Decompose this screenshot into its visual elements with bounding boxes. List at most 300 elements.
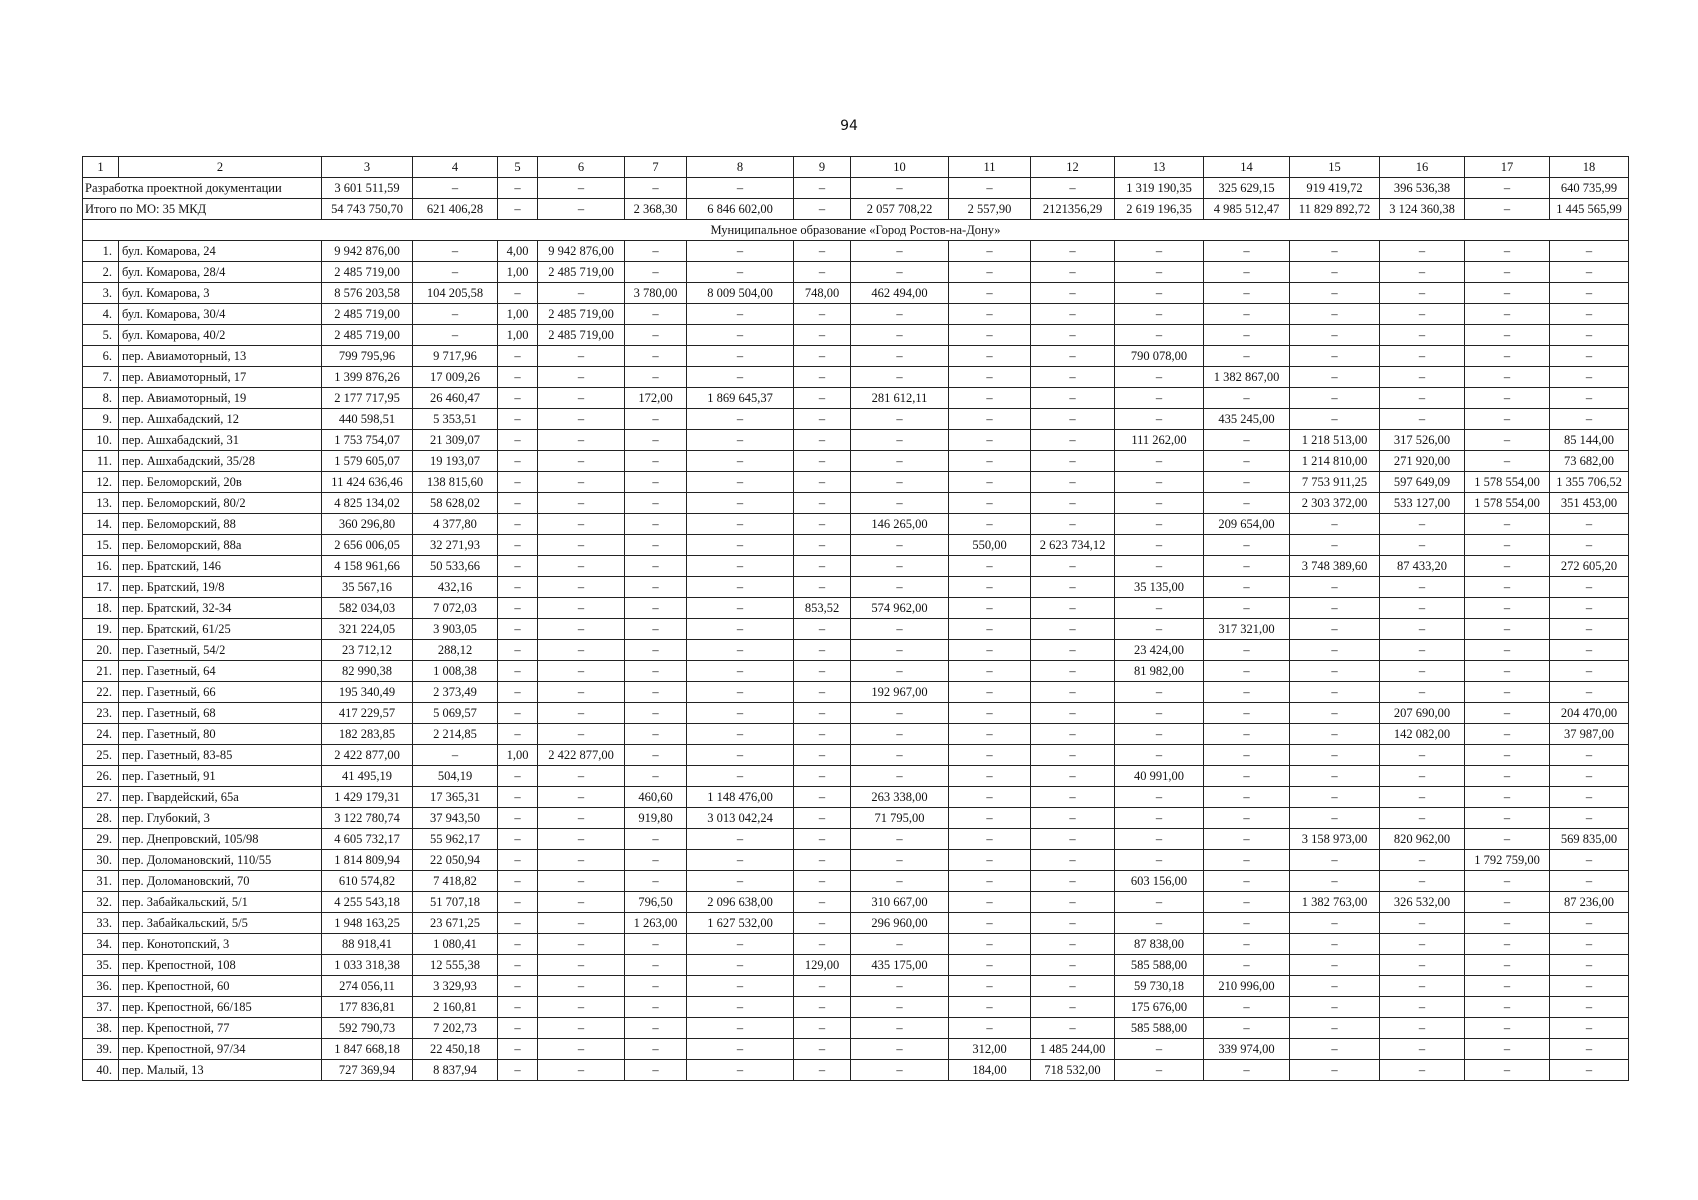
building-address: пер. Братский, 32-34 bbox=[119, 598, 322, 619]
column-number-cell: 11 bbox=[949, 157, 1031, 178]
value-cell: 727 369,94 bbox=[322, 1060, 413, 1081]
table-row bbox=[83, 829, 1629, 850]
value-cell: – bbox=[687, 682, 794, 703]
value-cell: – bbox=[625, 934, 687, 955]
summary-value-cell: 2121356,29 bbox=[1031, 199, 1115, 220]
value-cell: – bbox=[1204, 745, 1290, 766]
value-cell: – bbox=[794, 1039, 851, 1060]
value-cell: – bbox=[1550, 661, 1629, 682]
value-cell: – bbox=[538, 997, 625, 1018]
value-cell: – bbox=[625, 829, 687, 850]
building-address: пер. Доломановский, 110/55 bbox=[119, 850, 322, 871]
value-cell: – bbox=[949, 367, 1031, 388]
row-number: 3. bbox=[83, 283, 119, 304]
value-cell: – bbox=[625, 703, 687, 724]
building-address: пер. Доломановский, 70 bbox=[119, 871, 322, 892]
building-address: пер. Газетный, 54/2 bbox=[119, 640, 322, 661]
value-cell: – bbox=[687, 745, 794, 766]
value-cell: – bbox=[625, 556, 687, 577]
value-cell: – bbox=[1465, 304, 1550, 325]
value-cell: – bbox=[1380, 367, 1465, 388]
value-cell: – bbox=[1380, 1039, 1465, 1060]
summary-value-cell: 919 419,72 bbox=[1290, 178, 1380, 199]
value-cell: – bbox=[687, 997, 794, 1018]
value-cell: – bbox=[538, 871, 625, 892]
building-address: пер. Газетный, 68 bbox=[119, 703, 322, 724]
table-row bbox=[83, 577, 1629, 598]
value-cell: – bbox=[687, 514, 794, 535]
value-cell: – bbox=[538, 913, 625, 934]
value-cell: 432,16 bbox=[413, 577, 498, 598]
value-cell: – bbox=[538, 829, 625, 850]
value-cell: – bbox=[949, 493, 1031, 514]
summary-value-cell: – bbox=[625, 178, 687, 199]
value-cell: 790 078,00 bbox=[1115, 346, 1204, 367]
section-title: Муниципальное образование «Город Ростов-на-Дону» bbox=[83, 220, 1629, 241]
value-cell: 718 532,00 bbox=[1031, 1060, 1115, 1081]
row-number: 25. bbox=[83, 745, 119, 766]
value-cell: – bbox=[538, 850, 625, 871]
table-row bbox=[83, 871, 1629, 892]
value-cell: – bbox=[1031, 787, 1115, 808]
row-number: 11. bbox=[83, 451, 119, 472]
value-cell: – bbox=[1115, 493, 1204, 514]
value-cell: 87 838,00 bbox=[1115, 934, 1204, 955]
value-cell: 3 780,00 bbox=[625, 283, 687, 304]
section-header-row bbox=[83, 220, 1629, 241]
value-cell: – bbox=[1031, 724, 1115, 745]
value-cell: – bbox=[1115, 892, 1204, 913]
building-address: пер. Крепостной, 77 bbox=[119, 1018, 322, 1039]
value-cell: – bbox=[1290, 577, 1380, 598]
table-row bbox=[83, 451, 1629, 472]
value-cell: 796,50 bbox=[625, 892, 687, 913]
value-cell: 4 255 543,18 bbox=[322, 892, 413, 913]
row-number: 9. bbox=[83, 409, 119, 430]
value-cell: – bbox=[687, 262, 794, 283]
value-cell: – bbox=[625, 1060, 687, 1081]
value-cell: – bbox=[687, 577, 794, 598]
value-cell: – bbox=[1380, 808, 1465, 829]
value-cell: – bbox=[949, 451, 1031, 472]
value-cell: – bbox=[1115, 241, 1204, 262]
column-number-cell: 16 bbox=[1380, 157, 1465, 178]
value-cell: – bbox=[1290, 598, 1380, 619]
value-cell: – bbox=[687, 367, 794, 388]
value-cell: – bbox=[794, 619, 851, 640]
value-cell: – bbox=[1550, 1018, 1629, 1039]
value-cell: – bbox=[1204, 325, 1290, 346]
building-address: пер. Беломорский, 88 bbox=[119, 514, 322, 535]
value-cell: – bbox=[851, 745, 949, 766]
value-cell: 1 355 706,52 bbox=[1550, 472, 1629, 493]
value-cell: – bbox=[1290, 283, 1380, 304]
value-cell: – bbox=[498, 1060, 538, 1081]
value-cell: – bbox=[625, 871, 687, 892]
value-cell: – bbox=[1031, 346, 1115, 367]
value-cell: – bbox=[625, 682, 687, 703]
value-cell: – bbox=[949, 304, 1031, 325]
value-cell: – bbox=[1465, 346, 1550, 367]
value-cell: 3 903,05 bbox=[413, 619, 498, 640]
value-cell: 2 177 717,95 bbox=[322, 388, 413, 409]
value-cell: 748,00 bbox=[794, 283, 851, 304]
value-cell: 2 422 877,00 bbox=[322, 745, 413, 766]
value-cell: – bbox=[949, 808, 1031, 829]
building-address: пер. Конотопский, 3 bbox=[119, 934, 322, 955]
value-cell: 2 656 006,05 bbox=[322, 535, 413, 556]
column-number-cell: 13 bbox=[1115, 157, 1204, 178]
value-cell: 4 605 732,17 bbox=[322, 829, 413, 850]
value-cell: 17 009,26 bbox=[413, 367, 498, 388]
value-cell: – bbox=[1465, 1018, 1550, 1039]
row-number: 20. bbox=[83, 640, 119, 661]
table-row bbox=[83, 388, 1629, 409]
value-cell: 462 494,00 bbox=[851, 283, 949, 304]
value-cell: 2 160,81 bbox=[413, 997, 498, 1018]
summary-value-cell: 2 557,90 bbox=[949, 199, 1031, 220]
value-cell: – bbox=[1204, 346, 1290, 367]
value-cell: 4 377,80 bbox=[413, 514, 498, 535]
value-cell: – bbox=[794, 241, 851, 262]
value-cell: – bbox=[1290, 871, 1380, 892]
value-cell: 2 485 719,00 bbox=[322, 304, 413, 325]
value-cell: – bbox=[1031, 619, 1115, 640]
value-cell: – bbox=[498, 514, 538, 535]
value-cell: 2 485 719,00 bbox=[322, 325, 413, 346]
value-cell: – bbox=[1380, 346, 1465, 367]
value-cell: 360 296,80 bbox=[322, 514, 413, 535]
value-cell: – bbox=[851, 472, 949, 493]
value-cell: – bbox=[1465, 367, 1550, 388]
table-row bbox=[83, 535, 1629, 556]
value-cell: – bbox=[498, 955, 538, 976]
value-cell: – bbox=[687, 409, 794, 430]
value-cell: – bbox=[794, 829, 851, 850]
value-cell: 585 588,00 bbox=[1115, 955, 1204, 976]
value-cell: – bbox=[794, 787, 851, 808]
building-address: бул. Комарова, 3 bbox=[119, 283, 322, 304]
value-cell: 88 918,41 bbox=[322, 934, 413, 955]
value-cell: – bbox=[1550, 283, 1629, 304]
value-cell: – bbox=[1380, 577, 1465, 598]
value-cell: – bbox=[949, 1018, 1031, 1039]
value-cell: – bbox=[794, 703, 851, 724]
capital-repair-table bbox=[82, 156, 1629, 1081]
value-cell: – bbox=[851, 829, 949, 850]
value-cell: – bbox=[1031, 388, 1115, 409]
value-cell: – bbox=[949, 766, 1031, 787]
row-number: 5. bbox=[83, 325, 119, 346]
value-cell: 312,00 bbox=[949, 1039, 1031, 1060]
value-cell: – bbox=[1380, 1060, 1465, 1081]
value-cell: – bbox=[1115, 388, 1204, 409]
value-cell: 1 429 179,31 bbox=[322, 787, 413, 808]
value-cell: 7 753 911,25 bbox=[1290, 472, 1380, 493]
value-cell: – bbox=[794, 325, 851, 346]
value-cell: – bbox=[538, 346, 625, 367]
summary-label: Итого по МО: 35 МКД bbox=[83, 199, 322, 220]
value-cell: 550,00 bbox=[949, 535, 1031, 556]
value-cell: 87 433,20 bbox=[1380, 556, 1465, 577]
value-cell: 23 424,00 bbox=[1115, 640, 1204, 661]
value-cell: – bbox=[1465, 556, 1550, 577]
value-cell: – bbox=[851, 367, 949, 388]
row-number: 23. bbox=[83, 703, 119, 724]
value-cell: – bbox=[851, 703, 949, 724]
value-cell: – bbox=[1465, 682, 1550, 703]
value-cell: – bbox=[1031, 766, 1115, 787]
row-number: 26. bbox=[83, 766, 119, 787]
value-cell: – bbox=[625, 598, 687, 619]
value-cell: – bbox=[851, 430, 949, 451]
value-cell: 2 485 719,00 bbox=[538, 304, 625, 325]
value-cell: – bbox=[1290, 955, 1380, 976]
value-cell: – bbox=[851, 346, 949, 367]
building-address: пер. Ашхабадский, 12 bbox=[119, 409, 322, 430]
value-cell: – bbox=[625, 430, 687, 451]
value-cell: – bbox=[1204, 535, 1290, 556]
value-cell: – bbox=[1031, 682, 1115, 703]
value-cell: – bbox=[1204, 241, 1290, 262]
value-cell: – bbox=[1031, 871, 1115, 892]
value-cell: – bbox=[1031, 808, 1115, 829]
value-cell: – bbox=[1031, 556, 1115, 577]
value-cell: 82 990,38 bbox=[322, 661, 413, 682]
value-cell: – bbox=[1115, 262, 1204, 283]
value-cell: – bbox=[1204, 682, 1290, 703]
building-address: пер. Забайкальский, 5/5 bbox=[119, 913, 322, 934]
value-cell: – bbox=[794, 262, 851, 283]
table-row bbox=[83, 703, 1629, 724]
building-address: пер. Беломорский, 20в bbox=[119, 472, 322, 493]
table-row bbox=[83, 283, 1629, 304]
value-cell: 26 460,47 bbox=[413, 388, 498, 409]
table-row bbox=[83, 409, 1629, 430]
value-cell: 59 730,18 bbox=[1115, 976, 1204, 997]
value-cell: – bbox=[538, 535, 625, 556]
value-cell: – bbox=[625, 472, 687, 493]
value-cell: – bbox=[949, 955, 1031, 976]
value-cell: 23 712,12 bbox=[322, 640, 413, 661]
building-address: пер. Гвардейский, 65а bbox=[119, 787, 322, 808]
value-cell: – bbox=[949, 241, 1031, 262]
value-cell: – bbox=[1290, 934, 1380, 955]
value-cell: – bbox=[1290, 346, 1380, 367]
value-cell: – bbox=[498, 388, 538, 409]
value-cell: – bbox=[625, 619, 687, 640]
value-cell: 17 365,31 bbox=[413, 787, 498, 808]
value-cell: – bbox=[538, 892, 625, 913]
value-cell: 58 628,02 bbox=[413, 493, 498, 514]
value-cell: 317 526,00 bbox=[1380, 430, 1465, 451]
value-cell: – bbox=[851, 640, 949, 661]
value-cell: – bbox=[1550, 304, 1629, 325]
value-cell: – bbox=[625, 262, 687, 283]
value-cell: 195 340,49 bbox=[322, 682, 413, 703]
value-cell: 4 825 134,02 bbox=[322, 493, 413, 514]
value-cell: 2 623 734,12 bbox=[1031, 535, 1115, 556]
value-cell: – bbox=[1290, 703, 1380, 724]
summary-value-cell: – bbox=[413, 178, 498, 199]
value-cell: – bbox=[1290, 388, 1380, 409]
value-cell: – bbox=[794, 661, 851, 682]
value-cell: – bbox=[1115, 367, 1204, 388]
summary-label: Разработка проектной документации bbox=[83, 178, 322, 199]
value-cell: – bbox=[1380, 661, 1465, 682]
value-cell: – bbox=[498, 598, 538, 619]
value-cell: 172,00 bbox=[625, 388, 687, 409]
table-row bbox=[83, 493, 1629, 514]
value-cell: – bbox=[538, 283, 625, 304]
row-number: 13. bbox=[83, 493, 119, 514]
building-address: пер. Крепостной, 66/185 bbox=[119, 997, 322, 1018]
value-cell: 1,00 bbox=[498, 745, 538, 766]
value-cell: – bbox=[794, 493, 851, 514]
table-row bbox=[83, 976, 1629, 997]
building-address: пер. Беломорский, 80/2 bbox=[119, 493, 322, 514]
value-cell: – bbox=[1204, 556, 1290, 577]
value-cell: – bbox=[625, 1039, 687, 1060]
value-cell: – bbox=[538, 451, 625, 472]
table-row bbox=[83, 1060, 1629, 1081]
value-cell: – bbox=[1550, 577, 1629, 598]
value-cell: 2 485 719,00 bbox=[538, 262, 625, 283]
value-cell: 209 654,00 bbox=[1204, 514, 1290, 535]
building-address: пер. Ашхабадский, 31 bbox=[119, 430, 322, 451]
value-cell: – bbox=[1380, 283, 1465, 304]
value-cell: – bbox=[1115, 913, 1204, 934]
value-cell: – bbox=[1465, 388, 1550, 409]
value-cell: 296 960,00 bbox=[851, 913, 949, 934]
value-cell: 9 942 876,00 bbox=[322, 241, 413, 262]
value-cell: – bbox=[794, 745, 851, 766]
value-cell: – bbox=[1290, 367, 1380, 388]
table-row bbox=[83, 598, 1629, 619]
value-cell: 610 574,82 bbox=[322, 871, 413, 892]
value-cell: 8 009 504,00 bbox=[687, 283, 794, 304]
value-cell: – bbox=[1290, 997, 1380, 1018]
row-number: 34. bbox=[83, 934, 119, 955]
value-cell: – bbox=[794, 577, 851, 598]
value-cell: – bbox=[794, 388, 851, 409]
value-cell: – bbox=[1115, 325, 1204, 346]
value-cell: 184,00 bbox=[949, 1060, 1031, 1081]
value-cell: – bbox=[1115, 472, 1204, 493]
value-cell: 9 717,96 bbox=[413, 346, 498, 367]
summary-value-cell: 2 057 708,22 bbox=[851, 199, 949, 220]
value-cell: – bbox=[498, 619, 538, 640]
column-number-cell: 1 bbox=[83, 157, 119, 178]
value-cell: – bbox=[1290, 1018, 1380, 1039]
value-cell: 111 262,00 bbox=[1115, 430, 1204, 451]
value-cell: – bbox=[1204, 703, 1290, 724]
value-cell: – bbox=[687, 976, 794, 997]
value-cell: – bbox=[1031, 325, 1115, 346]
row-number: 35. bbox=[83, 955, 119, 976]
value-cell: 569 835,00 bbox=[1550, 829, 1629, 850]
summary-value-cell: 3 124 360,38 bbox=[1380, 199, 1465, 220]
value-cell: 1 148 476,00 bbox=[687, 787, 794, 808]
value-cell: – bbox=[851, 976, 949, 997]
value-cell: – bbox=[851, 493, 949, 514]
value-cell: – bbox=[538, 766, 625, 787]
value-cell: 1 869 645,37 bbox=[687, 388, 794, 409]
value-cell: – bbox=[538, 577, 625, 598]
value-cell: 177 836,81 bbox=[322, 997, 413, 1018]
row-number: 19. bbox=[83, 619, 119, 640]
value-cell: 1 627 532,00 bbox=[687, 913, 794, 934]
row-number: 7. bbox=[83, 367, 119, 388]
value-cell: – bbox=[1380, 304, 1465, 325]
value-cell: – bbox=[1380, 913, 1465, 934]
value-cell: – bbox=[851, 535, 949, 556]
value-cell: – bbox=[538, 409, 625, 430]
value-cell: – bbox=[794, 535, 851, 556]
value-cell: – bbox=[498, 472, 538, 493]
value-cell: – bbox=[794, 682, 851, 703]
row-number: 10. bbox=[83, 430, 119, 451]
value-cell: – bbox=[1031, 997, 1115, 1018]
summary-value-cell: 3 601 511,59 bbox=[322, 178, 413, 199]
summary-value-cell: 1 319 190,35 bbox=[1115, 178, 1204, 199]
row-number: 12. bbox=[83, 472, 119, 493]
value-cell: 1 578 554,00 bbox=[1465, 493, 1550, 514]
value-cell: – bbox=[949, 325, 1031, 346]
value-cell: – bbox=[538, 1018, 625, 1039]
value-cell: 1 080,41 bbox=[413, 934, 498, 955]
summary-value-cell: – bbox=[794, 199, 851, 220]
value-cell: – bbox=[1204, 493, 1290, 514]
value-cell: – bbox=[1550, 934, 1629, 955]
value-cell: – bbox=[1465, 934, 1550, 955]
value-cell: – bbox=[1204, 724, 1290, 745]
value-cell: – bbox=[1115, 682, 1204, 703]
value-cell: – bbox=[794, 304, 851, 325]
value-cell: – bbox=[1290, 976, 1380, 997]
value-cell: – bbox=[1380, 766, 1465, 787]
value-cell: – bbox=[1380, 388, 1465, 409]
value-cell: – bbox=[1550, 1039, 1629, 1060]
value-cell: – bbox=[1380, 1018, 1465, 1039]
value-cell: – bbox=[794, 451, 851, 472]
value-cell: – bbox=[538, 493, 625, 514]
value-cell: – bbox=[498, 556, 538, 577]
value-cell: – bbox=[625, 766, 687, 787]
value-cell: – bbox=[413, 745, 498, 766]
value-cell: 3 329,93 bbox=[413, 976, 498, 997]
value-cell: 51 707,18 bbox=[413, 892, 498, 913]
table-row bbox=[83, 346, 1629, 367]
row-number: 29. bbox=[83, 829, 119, 850]
value-cell: 1 382 763,00 bbox=[1290, 892, 1380, 913]
value-cell: 2 096 638,00 bbox=[687, 892, 794, 913]
value-cell: – bbox=[1204, 472, 1290, 493]
value-cell: 3 158 973,00 bbox=[1290, 829, 1380, 850]
row-number: 36. bbox=[83, 976, 119, 997]
value-cell: – bbox=[1550, 409, 1629, 430]
value-cell: – bbox=[851, 997, 949, 1018]
value-cell: 440 598,51 bbox=[322, 409, 413, 430]
value-cell: – bbox=[538, 976, 625, 997]
value-cell: – bbox=[687, 829, 794, 850]
value-cell: 274 056,11 bbox=[322, 976, 413, 997]
value-cell: – bbox=[1465, 892, 1550, 913]
value-cell: – bbox=[1465, 829, 1550, 850]
value-cell: 1 008,38 bbox=[413, 661, 498, 682]
value-cell: – bbox=[1204, 430, 1290, 451]
value-cell: – bbox=[1290, 325, 1380, 346]
